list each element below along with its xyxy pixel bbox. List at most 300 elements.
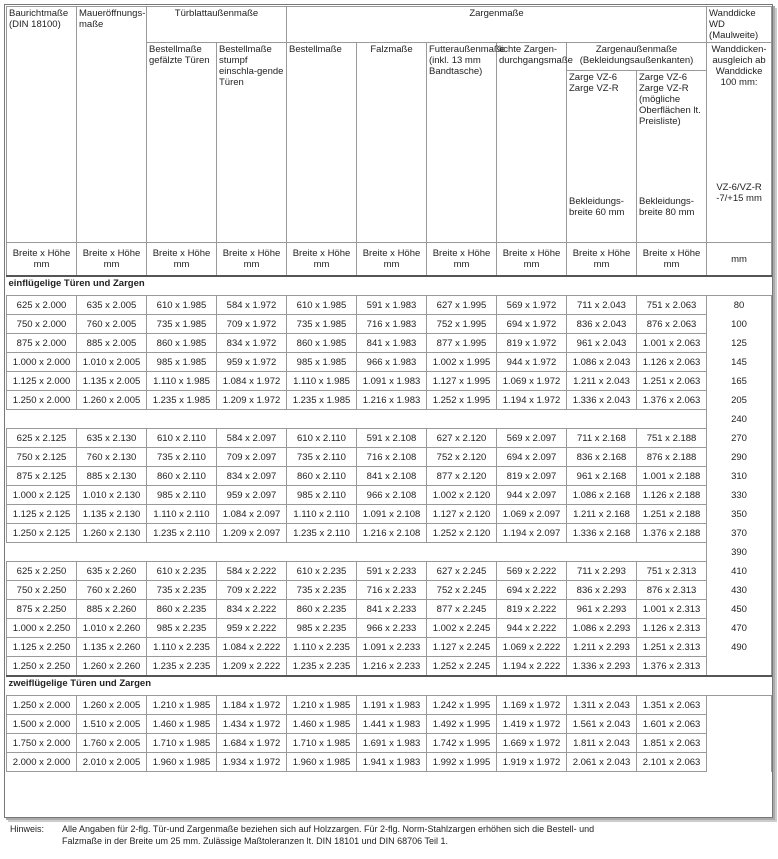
table-cell: 1.084 x 2.222 <box>217 638 287 657</box>
table-cell: 834 x 1.972 <box>217 334 287 353</box>
table-cell: 584 x 1.972 <box>217 296 287 315</box>
table-cell: 1.510 x 2.005 <box>77 715 147 734</box>
table-row <box>7 505 772 524</box>
table-cell: 1.492 x 1.995 <box>427 715 497 734</box>
table-cell: 1.960 x 1.985 <box>147 753 217 772</box>
table-cell: 966 x 1.983 <box>357 353 427 372</box>
table-row <box>7 391 772 410</box>
table-cell: 1.084 x 2.097 <box>217 505 287 524</box>
wd-cell: 490 <box>707 638 772 657</box>
table-row <box>7 448 772 467</box>
table-row <box>7 696 772 715</box>
table-cell: 1.260 x 2.005 <box>77 696 147 715</box>
table-cell: 1.110 x 2.110 <box>147 505 217 524</box>
table-cell: 819 x 1.972 <box>497 334 567 353</box>
unit-cell <box>7 243 77 277</box>
wd-vz: VZ-6/VZ-R -7/+15 mm <box>716 182 762 204</box>
table-cell: 985 x 2.110 <box>287 486 357 505</box>
table-cell: 1.750 x 2.000 <box>7 734 77 753</box>
table-row <box>7 486 772 505</box>
table-cell: 1.250 x 2.125 <box>7 524 77 543</box>
table-cell: 1.086 x 2.293 <box>567 619 637 638</box>
unit-bh: Breite x Höhe <box>292 248 351 259</box>
table-cell: 1.194 x 1.972 <box>497 391 567 410</box>
table-cell: 841 x 1.983 <box>357 334 427 353</box>
table-cell: 1.126 x 2.188 <box>637 486 707 505</box>
table-cell: 2.000 x 2.000 <box>7 753 77 772</box>
table-cell: 966 x 2.233 <box>357 619 427 638</box>
table-cell: 2.101 x 2.063 <box>637 753 707 772</box>
table-cell: 694 x 2.097 <box>497 448 567 467</box>
vz6-60-label: Zarge VZ-6 Zarge VZ-R <box>569 72 619 94</box>
table-cell: 1.210 x 1.985 <box>147 696 217 715</box>
wd-cell: 205 <box>707 391 772 410</box>
table-cell: 1.434 x 1.972 <box>217 715 287 734</box>
table-cell: 875 x 2.250 <box>7 600 77 619</box>
unit-cell <box>287 243 357 277</box>
table-row <box>7 315 772 334</box>
header-zargen: Zargenmaße <box>287 7 707 43</box>
table-cell: 1.069 x 2.222 <box>497 638 567 657</box>
table-cell: 610 x 1.985 <box>147 296 217 315</box>
unit-cell <box>567 243 637 277</box>
table-cell: 591 x 2.108 <box>357 429 427 448</box>
table-cell: 635 x 2.005 <box>77 296 147 315</box>
unit-row <box>7 243 772 277</box>
header-vz6-80 <box>637 71 707 243</box>
table-row <box>7 638 772 657</box>
wd-cell: 450 <box>707 600 772 619</box>
wd-cell: 240 <box>707 410 772 429</box>
table-cell: 1.669 x 1.972 <box>497 734 567 753</box>
table-cell: 1.000 x 2.125 <box>7 486 77 505</box>
table-cell: 1.091 x 2.233 <box>357 638 427 657</box>
table-cell: 1.110 x 2.235 <box>147 638 217 657</box>
table-cell: 1.811 x 2.043 <box>567 734 637 753</box>
table-cell: 1.209 x 2.097 <box>217 524 287 543</box>
table-cell: 1.260 x 2.130 <box>77 524 147 543</box>
unit-bh: Breite x Höhe <box>642 248 701 259</box>
wd-cell: 270 <box>707 429 772 448</box>
note-line-1: Alle Angaben für 2-flg. Tür-und Zargenmaße beziehen sich auf Holzzargen. Für 2-flg. Norm-Stahlzargen erhöhen sich die Bestell- und <box>62 824 595 834</box>
table-cell: 1.260 x 2.260 <box>77 657 147 677</box>
table-cell: 985 x 1.985 <box>147 353 217 372</box>
table-cell: 694 x 2.222 <box>497 581 567 600</box>
wd-cell <box>707 657 772 677</box>
table-cell: 841 x 2.233 <box>357 600 427 619</box>
table-cell: 944 x 2.222 <box>497 619 567 638</box>
table-cell: 1.235 x 2.235 <box>147 657 217 677</box>
unit-mm: mm <box>383 259 400 270</box>
table-cell: 610 x 1.985 <box>287 296 357 315</box>
wd-cell: 390 <box>707 543 772 562</box>
table-cell: 860 x 2.110 <box>147 467 217 486</box>
table-cell: 711 x 2.168 <box>567 429 637 448</box>
table-cell: 1.086 x 2.043 <box>567 353 637 372</box>
table-cell: 752 x 2.245 <box>427 581 497 600</box>
table-cell: 1.002 x 2.245 <box>427 619 497 638</box>
table-cell: 819 x 2.222 <box>497 600 567 619</box>
table-cell: 877 x 2.120 <box>427 467 497 486</box>
table-cell: 752 x 1.995 <box>427 315 497 334</box>
table-cell: 860 x 1.985 <box>147 334 217 353</box>
table-cell: 610 x 2.235 <box>287 562 357 581</box>
table-cell: 591 x 2.233 <box>357 562 427 581</box>
table-cell: 1.251 x 2.313 <box>637 638 707 657</box>
table-row <box>7 524 772 543</box>
table-cell: 750 x 2.250 <box>7 581 77 600</box>
table-cell: 760 x 2.005 <box>77 315 147 334</box>
table-cell: 1.691 x 1.983 <box>357 734 427 753</box>
table-cell: 1.311 x 2.043 <box>567 696 637 715</box>
table-cell: 1.010 x 2.005 <box>77 353 147 372</box>
table-cell: 1.260 x 2.005 <box>77 391 147 410</box>
table-cell: 836 x 2.293 <box>567 581 637 600</box>
table-row <box>7 753 772 772</box>
wd-cell: 310 <box>707 467 772 486</box>
table-cell: 1.235 x 1.985 <box>287 391 357 410</box>
table-cell: 1.419 x 1.972 <box>497 715 567 734</box>
table-cell: 1.251 x 2.188 <box>637 505 707 524</box>
table-cell: 1.336 x 2.168 <box>567 524 637 543</box>
header-wanddicke: Wanddicke WD (Maulweite) <box>707 7 772 43</box>
table-cell: 716 x 2.108 <box>357 448 427 467</box>
table-cell: 885 x 2.130 <box>77 467 147 486</box>
spacer-row <box>7 543 772 562</box>
table-cell: 1.209 x 1.972 <box>217 391 287 410</box>
table-cell: 751 x 2.063 <box>637 296 707 315</box>
spacer-cell <box>7 410 707 429</box>
table-cell: 1.250 x 2.000 <box>7 391 77 410</box>
table-cell: 1.110 x 2.110 <box>287 505 357 524</box>
wd-cell: 145 <box>707 353 772 372</box>
table-cell: 1.000 x 2.000 <box>7 353 77 372</box>
table-cell: 1.127 x 2.245 <box>427 638 497 657</box>
table-cell: 985 x 2.235 <box>287 619 357 638</box>
table-row <box>7 353 772 372</box>
table-cell: 2.010 x 2.005 <box>77 753 147 772</box>
table-cell: 1.002 x 1.995 <box>427 353 497 372</box>
table-cell: 1.960 x 1.985 <box>287 753 357 772</box>
table-cell: 1.127 x 1.995 <box>427 372 497 391</box>
table-cell: 1.684 x 1.972 <box>217 734 287 753</box>
table-cell: 1.242 x 1.995 <box>427 696 497 715</box>
wd-cell: 125 <box>707 334 772 353</box>
table-cell: 1.126 x 2.313 <box>637 619 707 638</box>
table-cell: 735 x 2.110 <box>287 448 357 467</box>
table-cell: 1.126 x 2.063 <box>637 353 707 372</box>
table-cell: 1.110 x 1.985 <box>147 372 217 391</box>
unit-wd: mm <box>707 243 772 277</box>
header-tuerblatt: Türblattaußenmaße <box>147 7 287 43</box>
bekl60-label: Bekleidungs-breite 60 mm <box>569 196 625 218</box>
table-cell: 751 x 2.188 <box>637 429 707 448</box>
table-row <box>7 372 772 391</box>
unit-bh: Breite x Höhe <box>362 248 421 259</box>
table-cell: 625 x 2.250 <box>7 562 77 581</box>
table-cell: 584 x 2.222 <box>217 562 287 581</box>
table-cell: 569 x 1.972 <box>497 296 567 315</box>
header-bestell-stumpf: Bestellmaße stumpf einschla-gende Türen <box>217 43 287 243</box>
table-cell: 985 x 1.985 <box>287 353 357 372</box>
table-cell: 569 x 2.222 <box>497 562 567 581</box>
table-cell: 1.934 x 1.972 <box>217 753 287 772</box>
table-cell: 627 x 2.245 <box>427 562 497 581</box>
wd-cell <box>707 715 772 734</box>
wd-cell: 290 <box>707 448 772 467</box>
table-cell: 584 x 2.097 <box>217 429 287 448</box>
table-cell: 1.376 x 2.063 <box>637 391 707 410</box>
unit-mm: mm <box>313 259 330 270</box>
unit-bh: Breite x Höhe <box>502 248 561 259</box>
spacer-row <box>7 410 772 429</box>
section-title: zweiflügelige Türen und Zargen <box>7 676 772 696</box>
table-cell: 1.216 x 2.108 <box>357 524 427 543</box>
table-cell: 1.191 x 1.983 <box>357 696 427 715</box>
wd-cell <box>707 753 772 772</box>
wd-cell: 430 <box>707 581 772 600</box>
table-cell: 750 x 2.125 <box>7 448 77 467</box>
note-text <box>62 823 594 847</box>
table-cell: 711 x 2.043 <box>567 296 637 315</box>
table-cell: 709 x 2.097 <box>217 448 287 467</box>
table-cell: 961 x 2.293 <box>567 600 637 619</box>
table-cell: 709 x 1.972 <box>217 315 287 334</box>
header-falzmasse: Falzmaße <box>357 43 427 243</box>
table-cell: 1.235 x 2.110 <box>147 524 217 543</box>
table-cell: 959 x 1.972 <box>217 353 287 372</box>
table-row <box>7 296 772 315</box>
table-cell: 860 x 2.235 <box>147 600 217 619</box>
table-cell: 625 x 2.000 <box>7 296 77 315</box>
table-cell: 760 x 2.260 <box>77 581 147 600</box>
table-cell: 877 x 1.995 <box>427 334 497 353</box>
table-cell: 1.002 x 2.120 <box>427 486 497 505</box>
table-cell: 1.110 x 2.235 <box>287 638 357 657</box>
table-cell: 1.376 x 2.188 <box>637 524 707 543</box>
table-cell: 1.010 x 2.130 <box>77 486 147 505</box>
table-cell: 1.252 x 2.120 <box>427 524 497 543</box>
table-cell: 711 x 2.293 <box>567 562 637 581</box>
table-cell: 961 x 2.043 <box>567 334 637 353</box>
table-cell: 1.710 x 1.985 <box>287 734 357 753</box>
table-cell: 1.091 x 1.983 <box>357 372 427 391</box>
table-row <box>7 334 772 353</box>
unit-mm: mm <box>243 259 260 270</box>
unit-bh: Breite x Höhe <box>572 248 631 259</box>
table-cell: 985 x 2.110 <box>147 486 217 505</box>
table-cell: 627 x 2.120 <box>427 429 497 448</box>
table-cell: 1.235 x 2.110 <box>287 524 357 543</box>
table-cell: 1.091 x 2.108 <box>357 505 427 524</box>
table-cell: 876 x 2.188 <box>637 448 707 467</box>
wd-cell: 165 <box>707 372 772 391</box>
table-cell: 760 x 2.130 <box>77 448 147 467</box>
unit-mm: mm <box>453 259 470 270</box>
table-cell: 966 x 2.108 <box>357 486 427 505</box>
table-cell: 959 x 2.222 <box>217 619 287 638</box>
header-lichte: lichte Zargen-durchgangsmaße <box>497 43 567 243</box>
table-cell: 1.601 x 2.063 <box>637 715 707 734</box>
unit-bh: Breite x Höhe <box>222 248 281 259</box>
table-cell: 751 x 2.313 <box>637 562 707 581</box>
table-cell: 1.069 x 2.097 <box>497 505 567 524</box>
table-cell: 610 x 2.235 <box>147 562 217 581</box>
table-cell: 569 x 2.097 <box>497 429 567 448</box>
unit-cell <box>147 243 217 277</box>
section-row <box>7 276 772 296</box>
table-cell: 1.194 x 2.097 <box>497 524 567 543</box>
table-cell: 1.252 x 1.995 <box>427 391 497 410</box>
table-cell: 1.000 x 2.250 <box>7 619 77 638</box>
table-cell: 1.001 x 2.188 <box>637 467 707 486</box>
table-cell: 635 x 2.260 <box>77 562 147 581</box>
bekl80-label: Bekleidungs-breite 80 mm <box>639 196 695 218</box>
note-line-2: Falzmaße in der Breite um 25 mm. Zulässige Maßtoleranzen lt. DIN 18101 und DIN 68706 Teil 1. <box>62 836 449 846</box>
table-cell: 1.235 x 1.985 <box>147 391 217 410</box>
table-cell: 1.127 x 2.120 <box>427 505 497 524</box>
table-cell: 1.125 x 2.250 <box>7 638 77 657</box>
header-futter: Futteraußenmaße (inkl. 13 mm Bandtasche) <box>427 43 497 243</box>
table-cell: 750 x 2.000 <box>7 315 77 334</box>
table-cell: 944 x 2.097 <box>497 486 567 505</box>
wd-cell <box>707 696 772 715</box>
table-cell: 1.216 x 2.233 <box>357 657 427 677</box>
table-cell: 635 x 2.130 <box>77 429 147 448</box>
unit-mm: mm <box>173 259 190 270</box>
table-cell: 610 x 2.110 <box>287 429 357 448</box>
spacer-cell <box>7 543 707 562</box>
table-row <box>7 600 772 619</box>
table-cell: 716 x 2.233 <box>357 581 427 600</box>
table-cell: 1.250 x 2.250 <box>7 657 77 677</box>
table-row <box>7 734 772 753</box>
table-cell: 834 x 2.222 <box>217 600 287 619</box>
table-cell: 1.010 x 2.260 <box>77 619 147 638</box>
table-cell: 959 x 2.097 <box>217 486 287 505</box>
table-cell: 625 x 2.125 <box>7 429 77 448</box>
table-cell: 1.351 x 2.063 <box>637 696 707 715</box>
unit-cell <box>217 243 287 277</box>
note-label: Hinweis: <box>10 824 45 834</box>
table-cell: 735 x 2.235 <box>147 581 217 600</box>
table-cell: 1.086 x 2.168 <box>567 486 637 505</box>
table-cell: 1.211 x 2.043 <box>567 372 637 391</box>
table-row <box>7 657 772 677</box>
table-cell: 1.209 x 2.222 <box>217 657 287 677</box>
unit-cell <box>637 243 707 277</box>
table-cell: 1.992 x 1.995 <box>427 753 497 772</box>
unit-bh: Breite x Höhe <box>432 248 491 259</box>
table-cell: 1.125 x 2.000 <box>7 372 77 391</box>
table-row <box>7 467 772 486</box>
table-cell: 836 x 2.043 <box>567 315 637 334</box>
table-cell: 860 x 2.110 <box>287 467 357 486</box>
table-cell: 1.376 x 2.313 <box>637 657 707 677</box>
table-cell: 591 x 1.983 <box>357 296 427 315</box>
table-cell: 1.561 x 2.043 <box>567 715 637 734</box>
table-cell: 735 x 2.110 <box>147 448 217 467</box>
table-cell: 944 x 1.972 <box>497 353 567 372</box>
unit-bh: Breite x Höhe <box>82 248 141 259</box>
table-cell: 877 x 2.245 <box>427 600 497 619</box>
unit-cell <box>77 243 147 277</box>
unit-cell <box>357 243 427 277</box>
table-cell: 1.760 x 2.005 <box>77 734 147 753</box>
header-zargenaussen: Zargenaußenmaße (Bekleidungsaußenkanten) <box>567 43 707 71</box>
table-cell: 834 x 2.097 <box>217 467 287 486</box>
table-cell: 1.194 x 2.222 <box>497 657 567 677</box>
wd-cell: 100 <box>707 315 772 334</box>
table-cell: 875 x 2.000 <box>7 334 77 353</box>
section-row <box>7 676 772 696</box>
table-row <box>7 429 772 448</box>
table-cell: 735 x 1.985 <box>147 315 217 334</box>
table-cell: 885 x 2.260 <box>77 600 147 619</box>
table-cell: 709 x 2.222 <box>217 581 287 600</box>
table-cell: 1.135 x 2.005 <box>77 372 147 391</box>
wd-ausgleich: Wanddicken-ausgleich ab Wanddicke 100 mm: <box>711 44 767 88</box>
table-cell: 1.336 x 2.293 <box>567 657 637 677</box>
table-cell: 860 x 1.985 <box>287 334 357 353</box>
dimensions-table <box>6 6 772 772</box>
table-cell: 735 x 2.235 <box>287 581 357 600</box>
table-cell: 1.941 x 1.983 <box>357 753 427 772</box>
wd-cell: 350 <box>707 505 772 524</box>
unit-mm: mm <box>663 259 680 270</box>
unit-bh: Breite x Höhe <box>152 248 211 259</box>
table-cell: 735 x 1.985 <box>287 315 357 334</box>
table-cell: 1.135 x 2.260 <box>77 638 147 657</box>
unit-bh: Breite x Höhe <box>12 248 71 259</box>
table-cell: 1.500 x 2.000 <box>7 715 77 734</box>
table-cell: 1.084 x 1.972 <box>217 372 287 391</box>
table-cell: 860 x 2.235 <box>287 600 357 619</box>
table-cell: 1.135 x 2.130 <box>77 505 147 524</box>
table-cell: 1.125 x 2.125 <box>7 505 77 524</box>
table-cell: 819 x 2.097 <box>497 467 567 486</box>
table-cell: 885 x 2.005 <box>77 334 147 353</box>
header-wd-info <box>707 43 772 243</box>
table-cell: 1.250 x 2.000 <box>7 696 77 715</box>
table-cell: 1.001 x 2.313 <box>637 600 707 619</box>
table-row <box>7 619 772 638</box>
table-cell: 875 x 2.125 <box>7 467 77 486</box>
table-cell: 1.210 x 1.985 <box>287 696 357 715</box>
wd-cell: 410 <box>707 562 772 581</box>
header-vz6-60 <box>567 71 637 243</box>
table-cell: 841 x 2.108 <box>357 467 427 486</box>
table-cell: 1.460 x 1.985 <box>287 715 357 734</box>
table-cell: 1.211 x 2.168 <box>567 505 637 524</box>
table-cell: 876 x 2.313 <box>637 581 707 600</box>
table-cell: 1.211 x 2.293 <box>567 638 637 657</box>
table-cell: 1.742 x 1.995 <box>427 734 497 753</box>
unit-mm: mm <box>103 259 120 270</box>
wd-cell: 370 <box>707 524 772 543</box>
table-cell: 961 x 2.168 <box>567 467 637 486</box>
table-row <box>7 581 772 600</box>
table-cell: 1.919 x 1.972 <box>497 753 567 772</box>
table-cell: 1.001 x 2.063 <box>637 334 707 353</box>
section-title: einflügelige Türen und Zargen <box>7 276 772 296</box>
table-cell: 1.251 x 2.063 <box>637 372 707 391</box>
header-bestellmasse: Bestellmaße <box>287 43 357 243</box>
table-cell: 610 x 2.110 <box>147 429 217 448</box>
table-cell: 2.061 x 2.043 <box>567 753 637 772</box>
table-cell: 1.441 x 1.983 <box>357 715 427 734</box>
header-bestell-gefalzt: Bestellmaße gefälzte Türen <box>147 43 217 243</box>
